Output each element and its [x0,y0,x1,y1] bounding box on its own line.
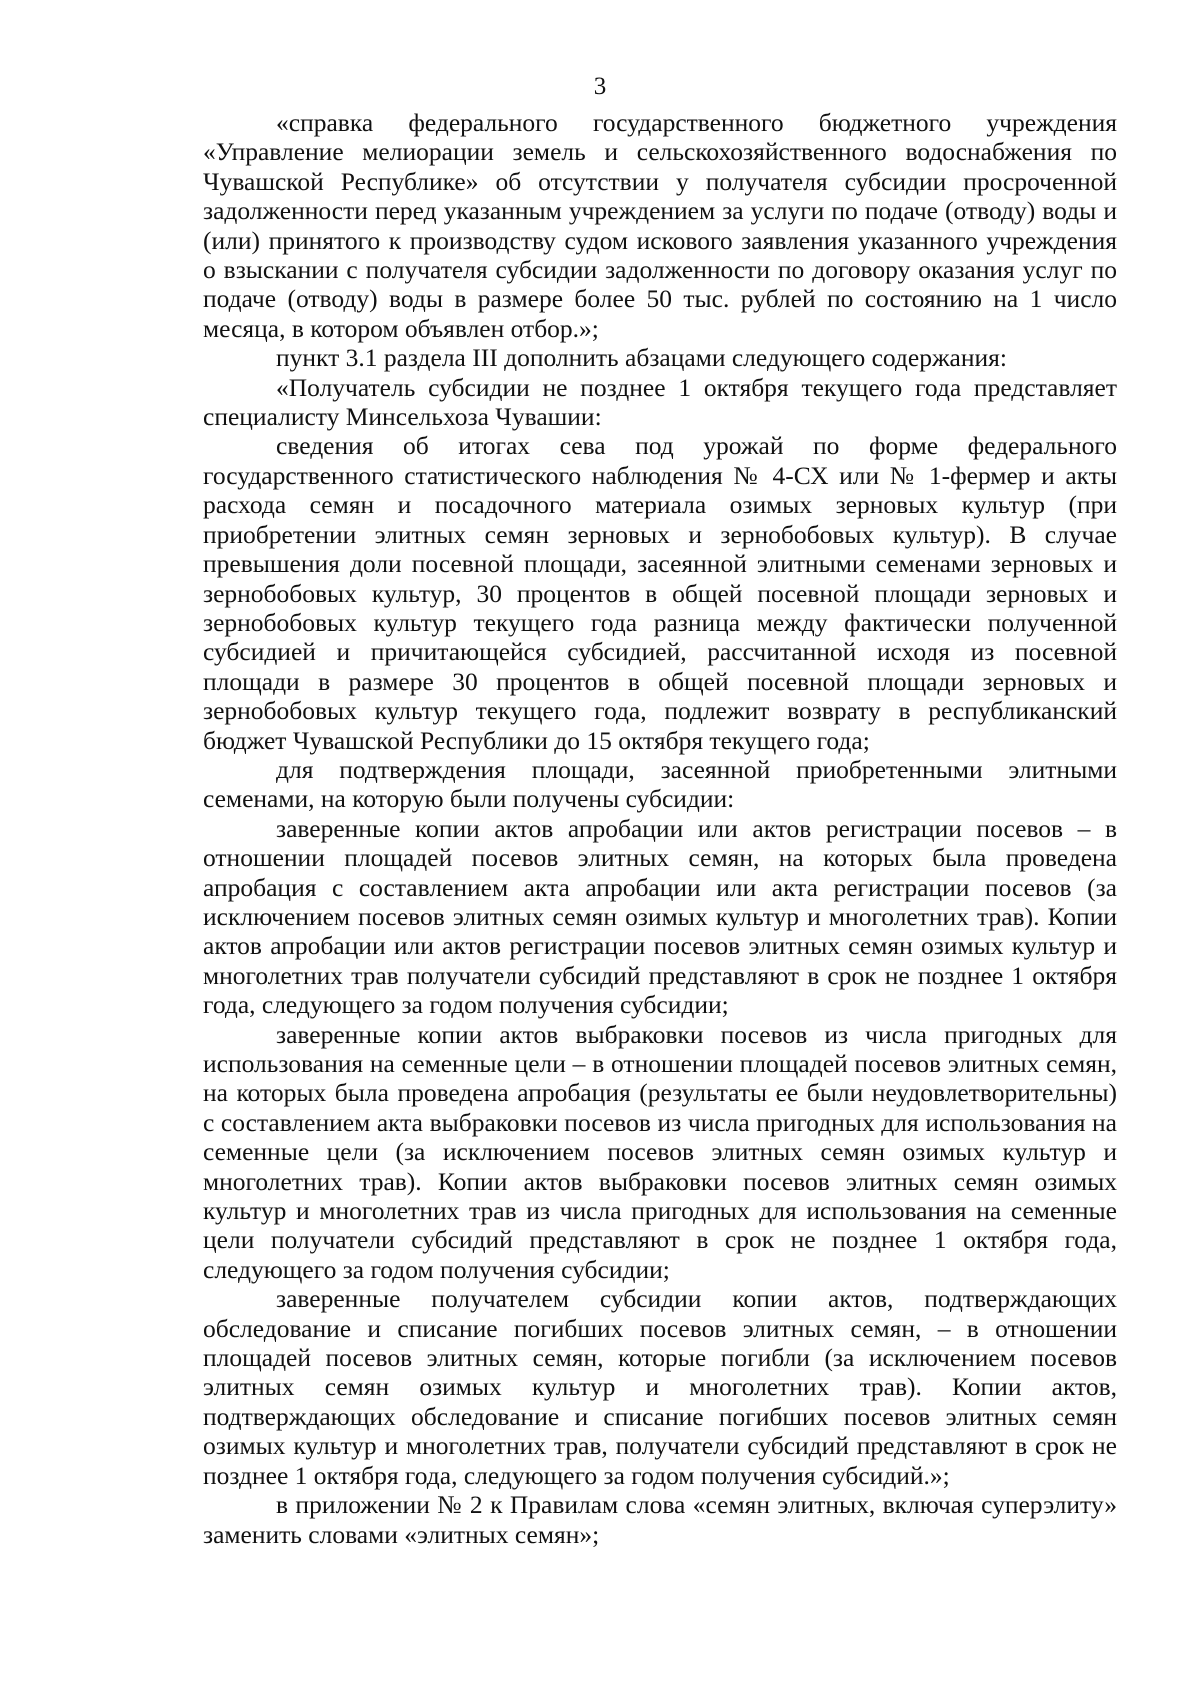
paragraph-approbation-acts: заверенные копии актов апробации или актов регистрации посевов – в отношении площадей посевов элитных семян, на которых была проведена апробация с составлением акта апробации или акта регистрации посевов (за исключением посевов элитных семян озимых культур и многолетних трав). Копии актов апробации или актов регистрации посевов элитных семян озимых культур и многолетних трав получатели субсидий представляют в срок не позднее 1 октября года, следующего за годом получения субсидии; [203,813,1117,1020]
paragraph-write-off-acts: заверенные получателем субсидии копии актов, подтверждающих обследование и списание погибших посевов элитных семян, – в отношении площадей посевов элитных семян, которые погибли (за исключением посевов элитных семян озимых культур и многолетних трав). Копии актов, подтверждающих обследование и списание погибших посевов элитных семян озимых культур и многолетних трав, получатели субсидий представляют в срок не позднее 1 октября года, следующего за годом получения субсидий.»; [203,1284,1117,1490]
paragraph-culling-acts: заверенные копии актов выбраковки посевов из числа пригодных для использования на семенные цели – в отношении площадей посевов элитных семян, на которых была проведена апробация (результаты ее были неудовлетворительны) с составлением акта выбраковки посевов из числа пригодных для использования на семенные цели (за исключением посевов элитных семян озимых культур и многолетних трав). Копии актов выбраковки посевов элитных семян озимых культур и многолетних трав из числа пригодных для использования на семенные цели получатели субсидий представляют в срок не позднее 1 октября года, следующего за годом получения субсидии; [203,1019,1117,1284]
paragraph-sowing-results: сведения об итогах сева под урожай по форме федерального государственного статистического наблюдения № 4-СХ или № 1-фермер и акты расхода семян и посадочного материала озимых зерновых культур (при приобретении элитных семян зерновых и зернобобовых культур). В случае превышения доли посевной площади, засеянной элитными семенами зерновых и зернобобовых культур, 30 процентов в общей посевной площади зерновых и зернобобовых культур текущего года разница между фактически полученной субсидией и причитающейся субсидией, рассчитанной исходя из посевной площади в размере 30 процентов в общей посевной площади зерновых и зернобобовых культур текущего года, подлежит возврату в республиканский бюджет Чувашской Республики до 15 октября текущего года; [203,431,1117,755]
paragraph-recipient-submits: «Получатель субсидии не позднее 1 октября текущего года представляет специалисту Минсельхоза Чувашии: [203,372,1117,432]
paragraph-certificate-melioration: «справка федерального государственного бюджетного учреждения «Управление мелиорации земель и сельскохозяйственного водоснабжения по Чувашской Республике» об отсутствии у получателя субсидии просроченной задолженности перед указанным учреждением за услуги по подаче (отводу) воды и (или) принятого к производству судом искового заявления указанного учреждения о взыскании с получателя субсидии задолженности по договору оказания услуг по подаче (отводу) воды в размере более 50 тыс. рублей по состоянию на 1 число месяца, в котором объявлен отбор.»; [203,108,1117,343]
document-body [203,108,1117,1549]
paragraph-area-confirmation: для подтверждения площади, засеянной приобретенными элитными семенами, на которую были получены субсидии: [203,754,1117,814]
page-number: 3 [593,73,607,100]
paragraph-appendix-2-wording: в приложении № 2 к Правилам слова «семян элитных, включая суперэлиту» заменить словами «элитных семян»; [203,1490,1117,1549]
paragraph-amend-clause-3-1: пункт 3.1 раздела III дополнить абзацами следующего содержания: [276,343,1007,373]
